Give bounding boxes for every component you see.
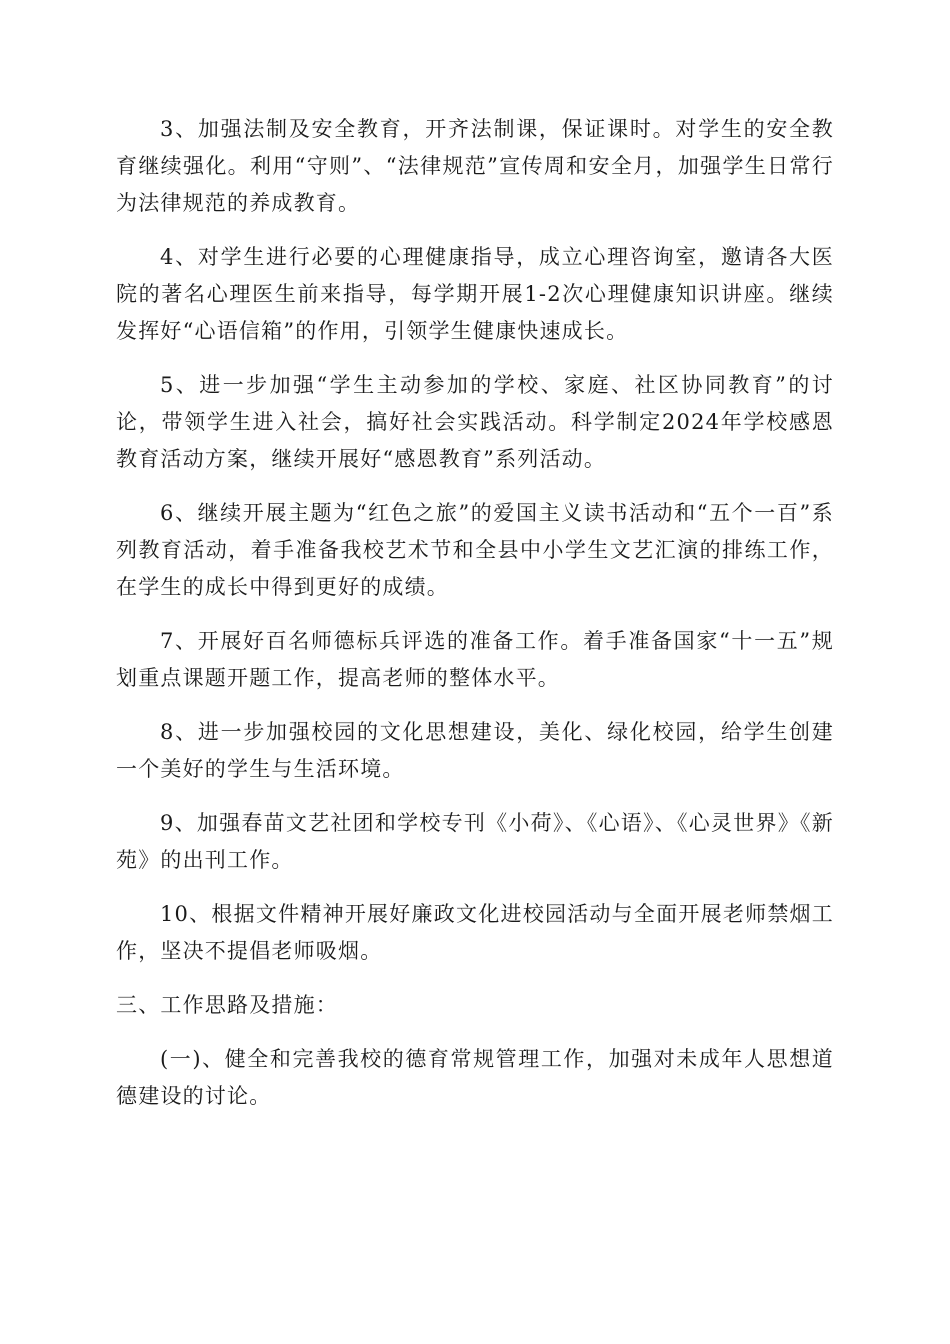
paragraph-item-6: 6、继续开展主题为“红色之旅”的爱国主义读书活动和“五个一百”系列教育活动，着手准备我校艺术节和全县中小学生文艺汇演的排练工作，在学生的成长中得到更好的成绩。 <box>116 501 834 599</box>
sub-paragraph-1: (一)、健全和完善我校的德育常规管理工作，加强对未成年人思想道德建设的讨论。 <box>116 1047 834 1108</box>
paragraph-item-9: 9、加强春苗文艺社团和学校专刊《小荷》、《心语》、《心灵世界》《新苑》的出刊工作。 <box>116 811 834 872</box>
paragraph-item-8: 8、进一步加强校园的文化思想建设，美化、绿化校园，给学生创建一个美好的学生与生活环境。 <box>116 720 834 781</box>
section-heading: 三、工作思路及措施： <box>116 993 338 1017</box>
document-page <box>116 111 834 1132</box>
paragraph-item-7: 7、开展好百名师德标兵评选的准备工作。着手准备国家“十一五”规划重点课题开题工作，提高老师的整体水平。 <box>116 629 834 690</box>
paragraph-item-10: 10、根据文件精神开展好廉政文化进校园活动与全面开展老师禁烟工作，坚决不提倡老师吸烟。 <box>116 902 834 963</box>
paragraph-item-5: 5、进一步加强“学生主动参加的学校、家庭、社区协同教育”的讨论，带领学生进入社会，搞好社会实践活动。科学制定2024年学校感恩教育活动方案，继续开展好“感恩教育”系列活动。 <box>116 373 834 471</box>
paragraph-item-3: 3、加强法制及安全教育，开齐法制课，保证课时。对学生的安全教育继续强化。利用“守则”、“法律规范”宣传周和安全月，加强学生日常行为法律规范的养成教育。 <box>116 117 834 215</box>
paragraph-item-4: 4、对学生进行必要的心理健康指导，成立心理咨询室，邀请各大医院的著名心理医生前来指导，每学期开展1-2次心理健康知识讲座。继续发挥好“心语信箱”的作用，引领学生健康快速成长。 <box>116 245 834 343</box>
